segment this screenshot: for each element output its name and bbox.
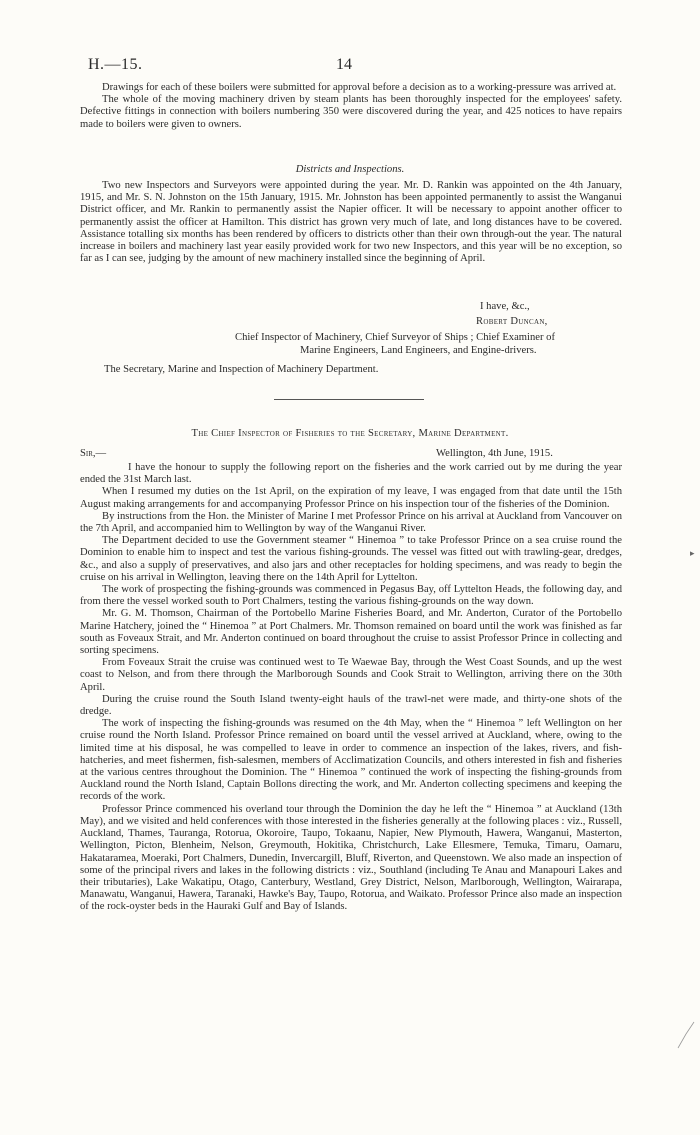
paragraph: When I resumed my duties on the 1st April, on the expiration of my leave, I was engaged from that date until the 15th August making arrangements for and accompanying Professor Prince on his inspection tour of the fisheries of the Dominion. (80, 486, 622, 510)
page-number: 14 (336, 56, 352, 73)
margin-pencil-mark (676, 1020, 696, 1050)
fisheries-report-body (80, 462, 622, 914)
boilers-section (80, 82, 622, 131)
addressee: The Secretary, Marine and Inspection of Machinery Department. (104, 364, 379, 375)
signatory-title-line-1: Chief Inspector of Machinery, Chief Surveyor of Ships ; Chief Examiner of (235, 332, 555, 343)
section-divider (274, 399, 424, 400)
paragraph: From Foveaux Strait the cruise was continued west to Te Waewae Bay, through the West Coast Sounds, and up the west coast to Nelson, and from there through the Marlborough Sounds and Cook Strait to Wellington, arriving there on the 30th April. (80, 657, 622, 693)
margin-mark: ▸ (690, 548, 695, 558)
paragraph: Mr. G. M. Thomson, Chairman of the Portobello Marine Fisheries Board, and Mr. Anderton, Curator of the Portobello Marine Hatchery, joined the “ Hinemoa ” at Port Chalmers. Mr. Thomson remained on board until the work was finished as far south as Foveaux Strait, and Mr. Anderton continued on board throughout the cruise to assist Professor Prince in collecting and sorting specimens. (80, 608, 622, 657)
paragraph: Two new Inspectors and Surveyors were appointed during the year. Mr. D. Rankin was appointed on the 4th January, 1915, and Mr. S. N. Johnston on the 15th January, 1915. Mr. Johnston has been appointed permanently to assist the Wanganui District officer, and Mr. Rankin to permanently assist the Napier officer. It will be necessary to appoint another officer to permanently assist the officer at Hamilton. This district has grown very much of late, and long distances have to be covered. Assistance totalling six months has been rendered by officers to districts other than their own through-out the year. The natural increase in boilers and machinery last year easily provided work for two new Inspectors, and this year will be no exception, so far as I can see, judging by the amount of new machinery installed since the beginning of April. (80, 180, 622, 265)
report-title: The Chief Inspector of Fisheries to the Secretary, Marine Department. (191, 428, 509, 439)
report-date: Wellington, 4th June, 1915. (436, 448, 553, 459)
paragraph: The Department decided to use the Government steamer “ Hinemoa ” to take Professor Prince on a sea cruise round the Dominion to enable him to inspect and test the various fishing-grounds. The vessel was fitted out with trawling-gear, dredges, &c., and also a supply of preservatives, and also jars and other receptacles for holding specimens, and was ready to begin the cruise on his arrival in Wellington, leaving there on the 14th April for Lyttelton. (80, 535, 622, 583)
paragraph: I have the honour to supply the following report on the fisheries and the work carried out by me during the year ended the 31st March last. (80, 462, 622, 486)
paragraph: The whole of the moving machinery driven by steam plants has been thoroughly inspected for the employees' safety. Defective fittings in connection with boilers numbering 350 were discovered during the year, and 425 notices to have repairs made to boilers were given to owners. (80, 94, 622, 130)
paragraph: Drawings for each of these boilers were submitted for approval before a decision as to a working-pressure was arrived at. (102, 82, 617, 93)
document-reference: H.—15. (88, 56, 143, 73)
signatory-name: Robert Duncan, (476, 316, 548, 327)
districts-section (80, 180, 622, 265)
closing-phrase: I have, &c., (480, 301, 530, 312)
paragraph: By instructions from the Hon. the Minister of Marine I met Professor Prince on his arrival at Auckland from Vancouver on the 7th April, and accompanied him to Wellington by way of the Wanganui River. (80, 510, 622, 535)
section-heading-districts: Districts and Inspections. (295, 164, 405, 175)
paragraph: During the cruise round the South Island twenty-eight hauls of the trawl-net were made, and thirty-one shots of the dredge. (80, 693, 622, 718)
paragraph: The work of prospecting the fishing-grounds was commenced in Pegasus Bay, off Lyttelton Heads, the following day, and from there the vessel worked south to Port Chalmers, testing the various fishing-grounds on the way down. (80, 584, 622, 608)
paragraph: The work of inspecting the fishing-grounds was resumed on the 4th May, when the “ Hinemoa ” left Wellington on her cruise round the North Island. Professor Prince remained on board until the vessel arrived at Auckland, where, owing to the limited time at his disposal, he was compelled to leave in order to commence an inspection of the lakes, rivers, and fish-hatcheries, and meet fishermen, fish-salesmen, members of Acclimatization Councils, and others interested in fish and fisheries at the various centres throughout the Dominion. The “ Hinemoa ” continued the work of inspecting the fishing-grounds from Auckland round the North Island, Captain Bollons directing the work, and Mr. Anderton collecting specimens and keeping the records of the work. (80, 718, 622, 803)
salutation: Sir,— (80, 448, 107, 459)
paragraph: Professor Prince commenced his overland tour through the Dominion the day he left the “ Hinemoa ” at Auckland (13th May), and we visited and held conferences with those interested in the fisheries generally at the following places : viz., Russell, Auckland, Thames, Tauranga, Rotorua, Okoroire, Taupo, Tokaanu, Napier, New Plymouth, Hawera, Wanganui, Masterton, Wellington, Picton, Blenheim, Nelson, Greymouth, Hokitika, Christchurch, Lake Ellesmere, Temuka, Timaru, Oamaru, Hakataramea, Moeraki, Port Chalmers, Dunedin, Invercargill, Bluff, Riverton, and Queenstown. We also made an inspection of some of the principal rivers and lakes in the following districts : viz., Southland (including Te Anau and Manapouri Lakes and their tributaries), Lake Wakatipu, Otago, Canterbury, Westland, Grey District, Nelson, Marlborough, Wellington, Wairarapa, Manawatu, Wanganui, Hawera, Taranaki, Hawke's Bay, Taupo, Rotorua, and Waikato. Professor Prince also made an inspection of the rock-oyster beds in the Hauraki Gulf and Bay of Islands. (80, 803, 622, 913)
signatory-title-line-2: Marine Engineers, Land Engineers, and Engine-drivers. (300, 345, 537, 356)
